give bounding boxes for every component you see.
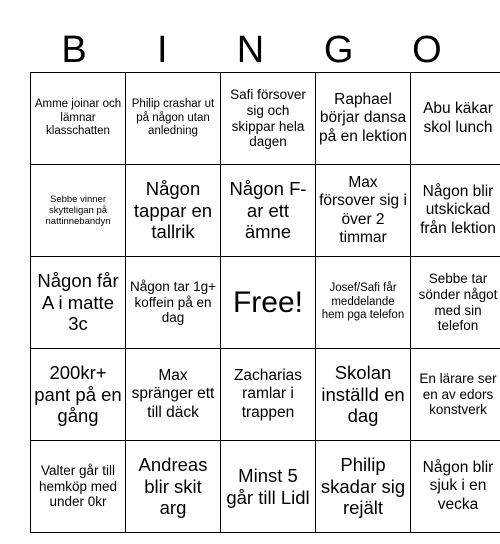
bingo-cell[interactable]: Minst 5 går till Lidl [221, 441, 316, 533]
bingo-cell[interactable]: Max spränger ett till däck [126, 349, 221, 441]
grid-row [31, 165, 500, 257]
bingo-cell[interactable]: Någon tar 1g+ koffein på en dag [126, 257, 221, 349]
bingo-grid [30, 72, 500, 533]
bingo-cell[interactable]: Philip skadar sig rejält [316, 441, 411, 533]
header-letter-o: O [412, 29, 442, 71]
bingo-cell[interactable]: En lärare ser en av edors konstverk [411, 349, 500, 441]
free-space-cell[interactable]: Free! [221, 257, 316, 349]
grid-row [31, 441, 500, 533]
bingo-cell[interactable]: Någon F-ar ett ämne [221, 165, 316, 257]
bingo-cell[interactable]: Philip crashar ut på någon utan anledning [126, 73, 221, 165]
header-letter-n: N [236, 29, 265, 71]
bingo-cell[interactable]: Safi försover sig och skippar hela dagen [221, 73, 316, 165]
bingo-cell[interactable]: Zacharias ramlar i trappen [221, 349, 316, 441]
grid-row [31, 73, 500, 165]
grid-row [31, 349, 500, 441]
bingo-cell[interactable]: Valter går till hemköp med under 0kr [31, 441, 126, 533]
bingo-cell[interactable]: Någon blir utskickad från lektion [411, 165, 500, 257]
bingo-cell[interactable]: 200kr+ pant på en gång [31, 349, 126, 441]
bingo-cell[interactable]: Abu käkar skol lunch [411, 73, 500, 165]
bingo-cell[interactable]: Sebbe tar sönder något med sin telefon [411, 257, 500, 349]
header-letter-g: G [323, 29, 354, 71]
bingo-cell[interactable]: Någon får A i matte 3c [31, 257, 126, 349]
bingo-cell[interactable]: Amme joinar och lämnar klasschatten [31, 73, 126, 165]
header-letter-b: B [61, 29, 87, 71]
bingo-cell[interactable]: Sebbe vinner skytteligan på nattinnebandyn [31, 165, 126, 257]
bingo-cell[interactable]: Max försover sig i över 2 timmar [316, 165, 411, 257]
bingo-header [30, 26, 471, 74]
header-letter-i: I [157, 29, 168, 71]
bingo-cell[interactable]: Andreas blir skit arg [126, 441, 221, 533]
grid-row [31, 257, 500, 349]
bingo-cell[interactable]: Raphael börjar dansa på en lektion [316, 73, 411, 165]
bingo-cell[interactable]: Någon tappar en tallrik [126, 165, 221, 257]
bingo-cell[interactable]: Skolan inställd en dag [316, 349, 411, 441]
bingo-cell[interactable]: Någon blir sjuk i en vecka [411, 441, 500, 533]
bingo-cell[interactable]: Josef/Safi får meddelande hem pga telefon [316, 257, 411, 349]
